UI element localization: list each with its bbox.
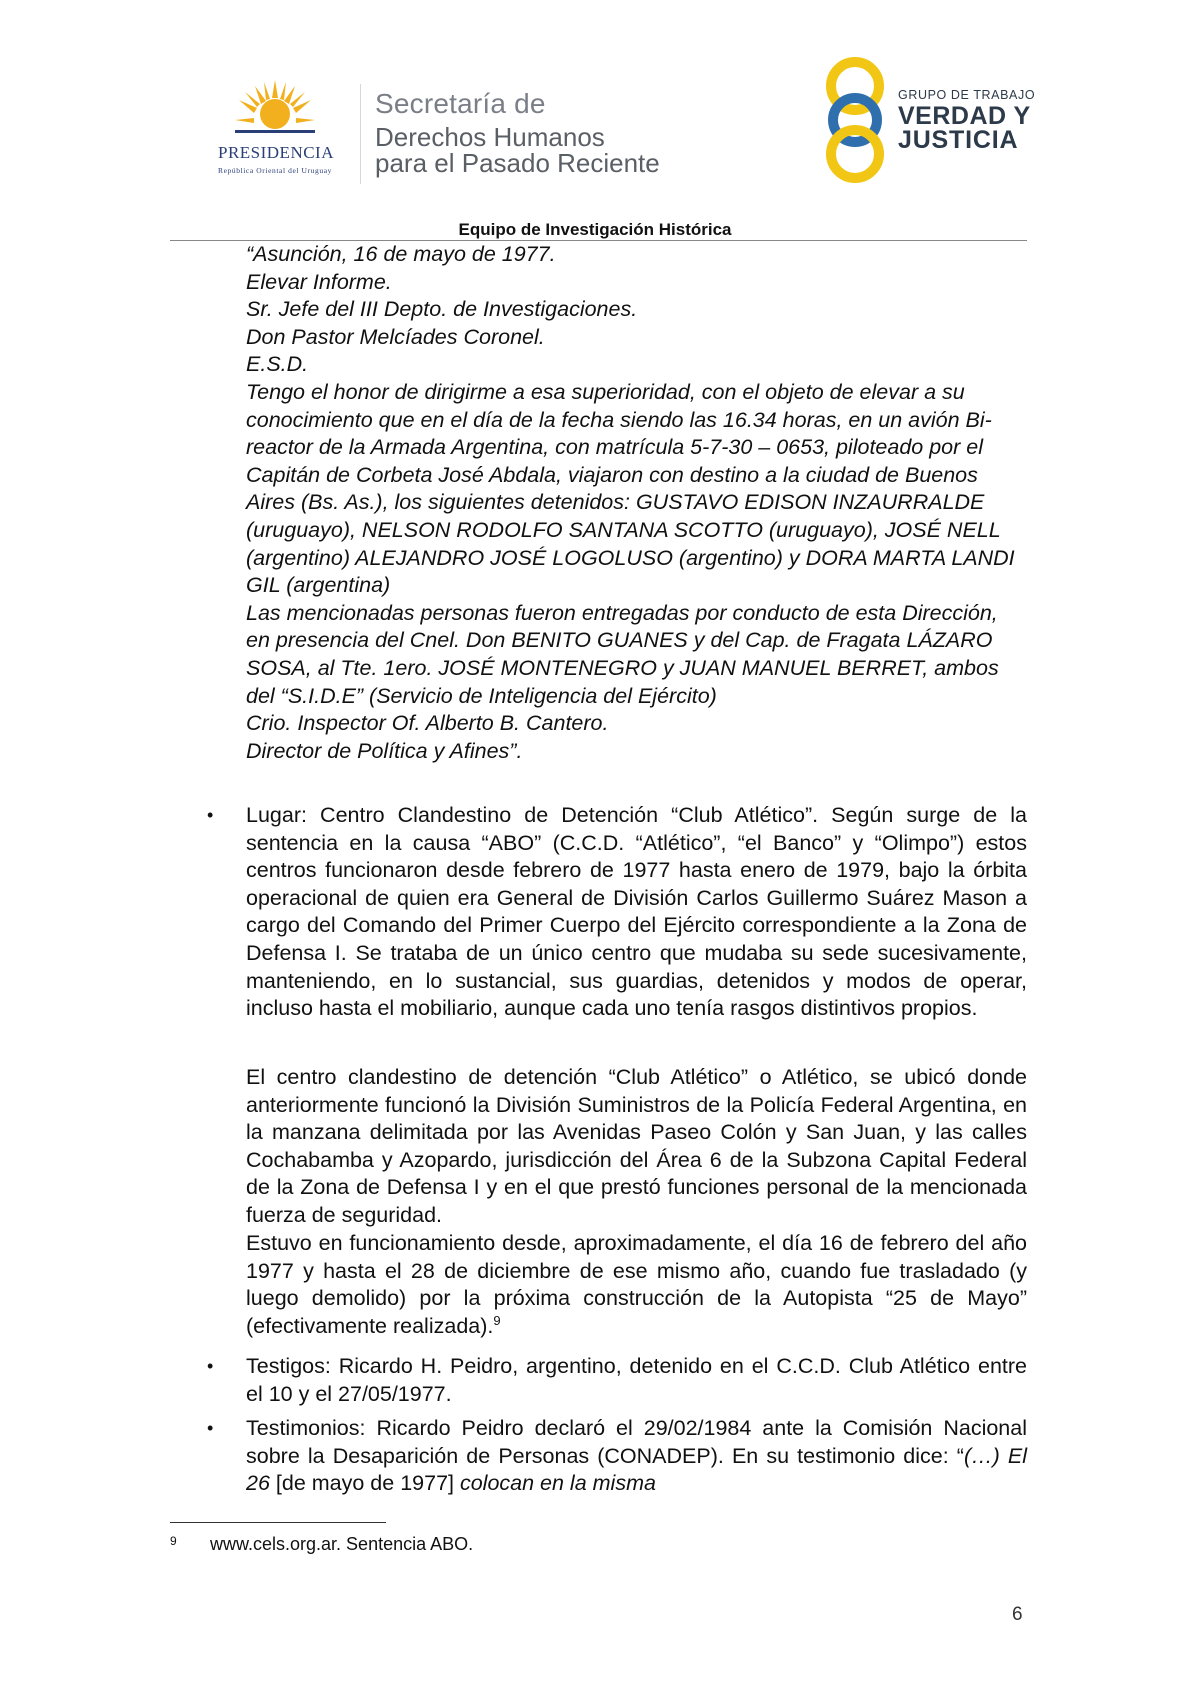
quote-signature-2: Director de Política y Afines”. xyxy=(246,738,523,763)
quote-line: Don Pastor Melcíades Coronel. xyxy=(246,324,545,349)
bullet-icon: • xyxy=(207,1418,214,1438)
page-number: 6 xyxy=(1012,1604,1023,1625)
bullet-testimonios xyxy=(246,1415,1027,1498)
quote-signature-1: Crio. Inspector Of. Alberto B. Cantero. xyxy=(246,711,609,736)
quote-line: Elevar Informe. xyxy=(246,269,392,294)
quote-line: “Asunción, 16 de mayo de 1977. xyxy=(246,242,556,266)
secretaria-line-2: Derechos Humanos xyxy=(375,122,605,152)
lugar-paragraph-3-text: Estuvo en funcionamiento desde, aproximadamente, el día 16 de febrero del año 1977 y hasta el 28 de diciembre de ese mismo año, cuando fue trasladado (y luego demolido) por la próxima construcción de la Autopista “25 de Mayo” (efectivamente realizada). xyxy=(246,1231,1027,1338)
header-divider xyxy=(360,84,361,184)
footnote-number: 9 xyxy=(170,1534,177,1548)
bullet-icon: • xyxy=(207,1356,214,1376)
secretaria-line-1: Secretaría de xyxy=(375,88,546,119)
bullet-testigos: Testigos: Ricardo H. Peidro, argentino, detenido en el C.C.D. Club Atlético entre el 10 y el 27/05/1977. xyxy=(246,1354,1027,1406)
quote-body-2: Las mencionadas personas fueron entregadas por conducto de esta Dirección, en presencia del Cnel. Don BENITO GUANES y del Cap. de Fragata LÁZARO SOSA, al Tte. 1ero. JOSÉ MONTENEGRO y JUAN MANUEL BERRET, ambos del “S.I.D.E” (Servicio de Inteligencia del Ejército) xyxy=(246,600,999,708)
footnote-ref: 9 xyxy=(493,1312,501,1328)
lugar-paragraph-3 xyxy=(246,1230,1027,1340)
quote-line: Sr. Jefe del III Depto. de Investigaciones. xyxy=(246,297,638,322)
quote-header-lines xyxy=(246,241,1027,765)
presidencia-wordmark: PRESIDENCIA xyxy=(217,143,334,162)
footnote-text: www.cels.org.ar. Sentencia ABO. xyxy=(210,1534,474,1554)
linked-rings-icon xyxy=(822,56,892,184)
presidencia-logo-block xyxy=(195,80,715,190)
verdad-label: VERDAD Y xyxy=(898,102,1031,130)
page-title: Equipo de Investigación Histórica xyxy=(458,220,732,239)
bullet-icon: • xyxy=(207,805,214,825)
grupo-label: GRUPO DE TRABAJO xyxy=(898,88,1036,102)
quote-body: Tengo el honor de dirigirme a esa superioridad, con el objeto de elevar a su conocimiento que en el día de la fecha siendo las 16.34 horas, en un avión Bi-reactor de la Armada Argentina, con matrícula 5-7-30 – 0653, piloteado por el Capitán de Corbeta José Abdala, viajaron con destino a la ciudad de Buenos Aires (Bs. As.), los siguientes detenidos: GUSTAVO EDISON INZAURRALDE (uruguayo), NELSON RODOLFO SANTANA SCOTTO (uruguayo), JOSÉ NELL (argentino) ALEJANDRO JOSÉ LOGOLUSO (argentino) y DORA MARTA LANDI GIL (argentina) xyxy=(246,379,1015,598)
testimonios-text-a: Testimonios: Ricardo Peidro declaró el 29/02/1984 ante la Comisión Nacional sobre la Desaparición de Personas (CONADEP). En su testimonio dice: “ xyxy=(246,1416,1027,1468)
lugar-paragraph-2: El centro clandestino de detención “Club Atlético” o Atlético, se ubicó donde anteriormente funcionó la División Suministros de la Policía Federal Argentina, en la manzana delimitada por las Avenidas Paseo Colón y San Juan, y las calles Cochabamba y Azopardo, jurisdicción del Área 6 de la Subzona Capital Federal de la Zona de Defensa I y en el que prestó funciones personal de la mencionada fuerza de seguridad. xyxy=(246,1065,1027,1227)
bullet-lugar: Lugar: Centro Clandestino de Detención “Club Atlético”. Según surge de la sentencia en la causa “ABO” (C.C.D. “Atlético”, “el Banco” y “Olimpo”) estos centros funcionaron desde febrero de 1977 hasta enero de 1979, bajo la órbita operacional de quien era General de División Carlos Guillermo Suárez Mason a cargo del Comando del Primer Cuerpo del Ejército correspondiente a la Zona de Defensa I. Se trataba de un único centro que mudaba su sede sucesivamente, manteniendo, en lo sustancial, sus guardias, detenidos y modos de operar, incluso hasta el mobiliario, aunque cada uno tenía rasgos distintivos propios. xyxy=(246,803,1027,1021)
secretaria-line-3: para el Pasado Reciente xyxy=(375,148,660,178)
testimonios-text-d: colocan en la misma xyxy=(459,1471,656,1496)
justicia-label: JUSTICIA xyxy=(898,126,1019,154)
testimonios-text-c: [de mayo de 1977] xyxy=(269,1471,460,1496)
testimonios-text-b: (…) El 26 xyxy=(246,1443,1027,1496)
sun-emblem-icon xyxy=(235,80,315,138)
verdad-justicia-logo-block xyxy=(822,56,1042,184)
footnote-rule xyxy=(170,1522,386,1523)
quote-line: E.S.D. xyxy=(246,352,309,377)
republica-wordmark: República Oriental del Uruguay xyxy=(217,166,332,175)
